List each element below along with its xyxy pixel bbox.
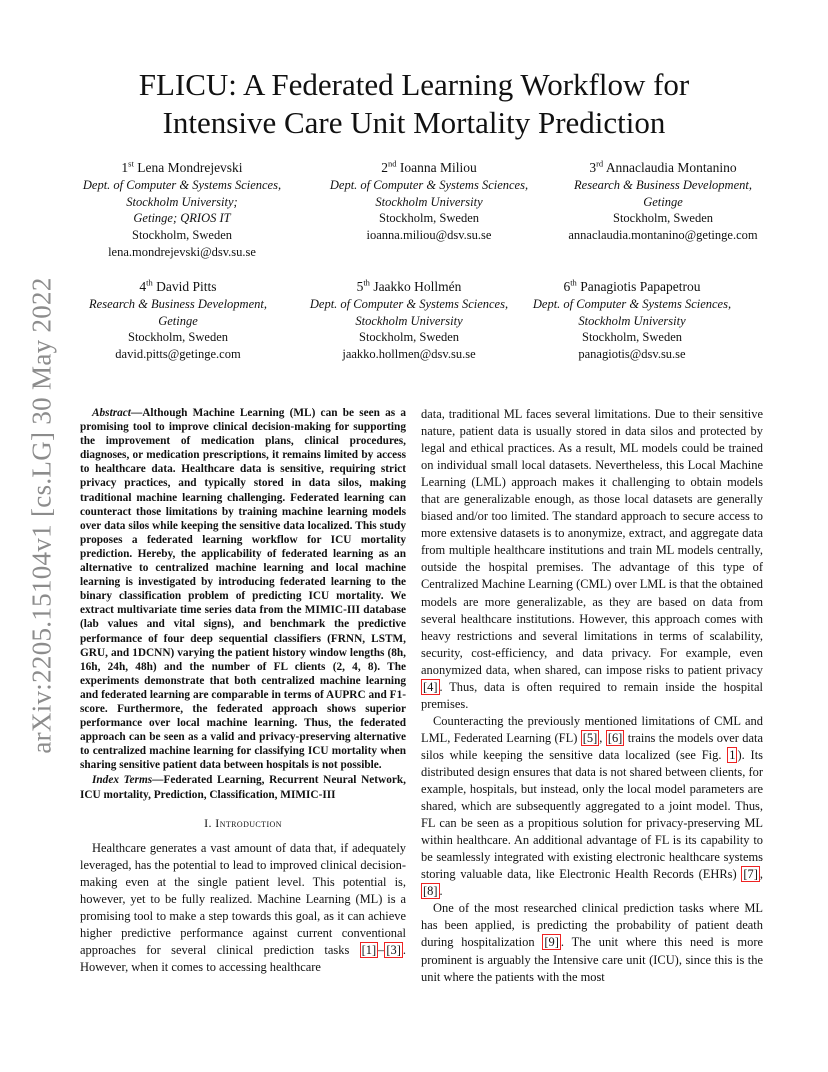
author-affiliation: Stockholm University bbox=[375, 194, 483, 209]
author-email: ioanna.miliou@dsv.su.se bbox=[366, 228, 492, 243]
citation-link[interactable]: [8] bbox=[423, 884, 438, 899]
citation-link[interactable]: [1] bbox=[361, 942, 377, 957]
intro-paragraph-1: Healthcare generates a vast amount of data that, if adequately leveraged, has the potential to lead to improved clinical decision-making even at the single patient level. This potential is, however, yet to be fully realized. Machine Learning (ML) is a promising tool to make a step towards this goal, as it can achieve higher predictive performance against current conventional approaches for several clinical prediction tasks [1] – [3] . However, when it comes to accessing healthcare bbox=[80, 840, 406, 974]
author-email: jaakko.hollmen@dsv.su.se bbox=[342, 347, 476, 362]
author-affiliation: Getinge bbox=[643, 194, 683, 209]
author-city: Stockholm, Sweden bbox=[128, 330, 228, 345]
left-column bbox=[80, 406, 406, 976]
author-name: 3rd Annaclaudia Montanino bbox=[589, 158, 737, 175]
citation-link[interactable]: [9] bbox=[544, 935, 559, 950]
author-email: lena.mondrejevski@dsv.su.se bbox=[108, 244, 256, 259]
author-email: panagiotis@dsv.su.se bbox=[578, 347, 686, 362]
intro-paragraph-2: Counteracting the previously mentioned limitations of CML and LML, Federated Learning (FL) [5] , [6] trains the models over data silos while keeping the sensitive data localized (see Fig. 1 ). Its distributed design ensures that data is not shared between clients, for example, hospitals, but instead, only the local model parameters are shared, which are subsequently aggregated to a joint model. Thus, FL can be seen as a propitious solution for privacy-preserving ML within healthcare. An additional advantage of FL is its capability to be seamlessly integrated with existing electronic healthcare systems storing valuable data, like Electronic Health Records (EHRs) [7] , [8] . bbox=[421, 713, 763, 899]
author-affiliation: Research & Business Development, bbox=[574, 177, 752, 192]
author-affiliation: Stockholm University bbox=[355, 313, 463, 328]
author-name: 6th Panagiotis Papapetrou bbox=[563, 277, 701, 294]
index-terms: Index Terms—Federated Learning, Recurrent Neural Network, ICU mortality, Prediction, Classification, MIMIC-III bbox=[80, 774, 406, 801]
author-affiliation: Dept. of Computer & Systems Sciences, bbox=[309, 296, 509, 311]
author-affiliation: Getinge; QRIOS IT bbox=[133, 211, 231, 226]
author-affiliation: Dept. of Computer & Systems Sciences, bbox=[82, 177, 282, 192]
title-line-2: Intensive Care Unit Mortality Prediction bbox=[162, 105, 666, 140]
author-affiliation: Dept. of Computer & Systems Sciences, bbox=[532, 296, 732, 311]
author-name: 2nd Ioanna Miliou bbox=[381, 158, 477, 175]
author-block-6 bbox=[516, 279, 748, 363]
section-heading-introduction: I. Introduction bbox=[204, 815, 282, 830]
author-city: Stockholm, Sweden bbox=[582, 330, 682, 345]
author-email: david.pitts@getinge.com bbox=[115, 347, 241, 362]
abstract: Abstract—Although Machine Learning (ML) can be seen as a promising tool to improve clinical decision-making for supporting the improvement of medication plans, clinical procedures, diagnoses, or medication prescriptions, it remains limited by access to healthcare data. Healthcare data is sensitive, requiring strict privacy practices, and typically stored in data silos, making traditional machine learning challenging. Federated learning can counteract those limitations by training machine learning models over data silos while keeping the sensitive data localized. This study proposes a federated learning workflow for ICU mortality prediction. Hereby, the applicability of federated learning as an alternative to centralized machine learning and local machine learning is investigated by introducing federated learning to the binary classification problem of predicting ICU mortality. We extract multivariate time series data from the MIMIC-III database (lab values and vital signs), and benchmark the predictive performance of four deep sequential classifiers (FRNN, LSTM, GRU, and 1DCNN) varying the patient history window lengths (8h, 16h, 24h, 48h) and the number of FL clients (2, 4, 8). The experiments demonstrate that both centralized machine learning and federated learning are comparable in terms of AUPRC and F1-score. Furthermore, the federated approach shows superior performance over local machine learning. Thus, the federated approach can be seen as a valid and privacy-preserving alternative to centralized machine learning for classifying ICU mortality when sharing sensitive patient data between hospitals is not possible. bbox=[80, 407, 406, 772]
author-affiliation: Stockholm University bbox=[578, 313, 686, 328]
author-affiliation: Stockholm University; bbox=[126, 194, 238, 209]
intro-paragraph-1-continued-text: data, traditional ML faces several limitations. Due to their sensitive nature, patient data is usually stored in data silos and protected by legal and ethical practices. As a result, ML models could be trained on individual small local datasets. Nevertheless, this Local Machine Learning (LML) approach makes it challenging to obtain models that are generalizable enough, as those local datasets are generally biased and/or too limited. The standard approach to secure access to more extensive datasets is to anonymize, extract, and aggregate data from multiple healthcare institutions and train ML models centrally, outside the hospital premises. The advantage of this type of Centralized Machine Learning (CML) over LML is that the obtained models are more generalizable, as they are based on data from several healthcare institutions. However, this approach comes with heavy restrictions and several limitations in terms of scalability, security, cost-efficiency, and data privacy. For example, even anonymized data, when shared, can impose risks to patient privacy bbox=[421, 407, 763, 677]
citation-link[interactable]: [5] bbox=[582, 730, 598, 745]
citation-link[interactable]: [4] bbox=[423, 679, 438, 694]
title-line-1: FLICU: A Federated Learning Workflow for bbox=[138, 67, 690, 102]
intro-paragraph-3: One of the most researched clinical prediction tasks where ML has been applied, is predicting the probability of patient death during hospitalization [9] . The unit where this need is more prominent is arguably the Intensive care unit (ICU), since this is the unit where the patients with the most bbox=[421, 901, 763, 984]
author-block-2 bbox=[305, 160, 553, 244]
author-city: Stockholm, Sweden bbox=[132, 228, 232, 243]
author-affiliation: Dept. of Computer & Systems Sciences, bbox=[329, 177, 529, 192]
arxiv-id: arXiv:2205.15104v1 [cs.LG] 30 May 2022 bbox=[26, 276, 57, 754]
author-name: 1st Lena Mondrejevski bbox=[121, 158, 243, 175]
author-city: Stockholm, Sweden bbox=[379, 211, 479, 226]
right-column bbox=[421, 406, 763, 986]
citation-link[interactable]: [6] bbox=[607, 730, 623, 745]
citation-link[interactable]: [7] bbox=[743, 867, 758, 882]
author-block-1 bbox=[62, 160, 302, 261]
figure-link[interactable]: 1 bbox=[729, 747, 736, 762]
author-name: 5th Jaakko Hollmén bbox=[356, 277, 462, 294]
author-email: annaclaudia.montanino@getinge.com bbox=[568, 228, 758, 243]
author-affiliation: Research & Business Development, bbox=[89, 296, 267, 311]
citation-link[interactable]: [3] bbox=[386, 942, 401, 957]
intro-paragraph-1-continued: data, traditional ML faces several limitations. Due to their sensitive nature, patient data is usually stored in data silos and protected by legal and ethical practices. As a result, ML models could be trained on individual small local datasets. Nevertheless, this Local Machine Learning (LML) approach makes it challenging to obtain models that are generalizable enough, as those local datasets are generally biased and/or too limited. The standard approach to secure access to more extensive datasets is to anonymize, extract, and aggregate data from multiple healthcare institutions and train ML models centrally, outside the hospital premises. The advantage of this type of Centralized Machine Learning (CML) over LML is that the obtained models are more generalizable, as they are based on data from several healthcare institutions. However, this approach comes with heavy restrictions and several limitations in terms of scalability, security, cost-efficiency, and data privacy. For example, even anonymized data, when shared, can impose risks to patient privacy [4] . Thus, data is often required to remain inside the hospital premises. bbox=[421, 407, 763, 711]
author-block-4 bbox=[62, 279, 294, 363]
author-block-5 bbox=[280, 279, 538, 363]
author-name: 4th David Pitts bbox=[139, 277, 217, 294]
paper-title bbox=[70, 66, 758, 142]
author-block-3 bbox=[550, 160, 776, 244]
author-city: Stockholm, Sweden bbox=[359, 330, 459, 345]
author-city: Stockholm, Sweden bbox=[613, 211, 713, 226]
author-affiliation: Getinge bbox=[158, 313, 198, 328]
